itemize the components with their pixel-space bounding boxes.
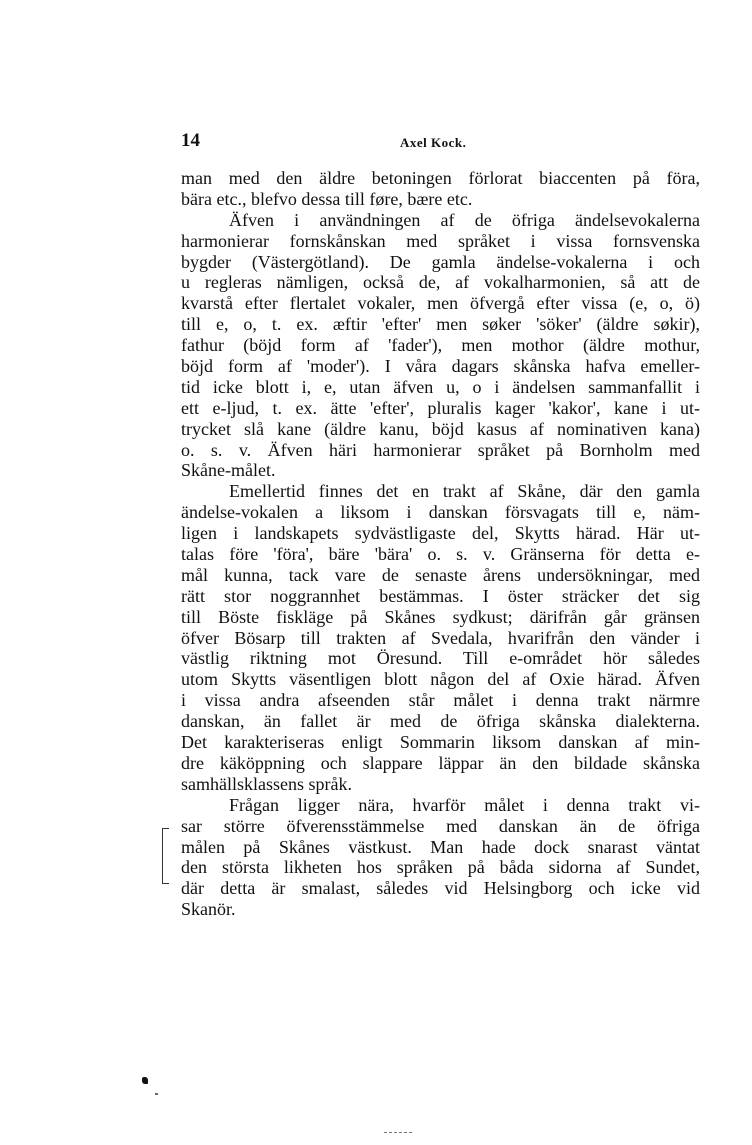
text-line: trycket slå kane (äldre kanu, böjd kasus af nominativen kana) (181, 418, 700, 439)
text-line: bära etc., blefvo dessa till føre, bære etc. (181, 188, 473, 209)
text-line: Äfven i användningen af de öfriga ändelsevokalerna (229, 209, 700, 230)
footer-rule (384, 1132, 412, 1133)
ink-speck (142, 1077, 148, 1084)
text-line: där detta är smalast, således vid Helsingborg och icke vid (181, 878, 700, 899)
text-line: Skåne-målet. (181, 460, 276, 481)
running-head: Axel Kock. (400, 135, 467, 150)
text-line: Skanör. (181, 899, 236, 920)
text-line: talas före 'föra', bäre 'bära' o. s. v. Gränserna för detta e- (181, 544, 700, 565)
text-line: böjd form af 'moder'). I våra dagars skånska hafva emeller- (181, 356, 700, 377)
text-line: sar större öfverensstämmelse med danskan än de öfriga (181, 815, 700, 836)
text-line: målen på Skånes västkust. Man hade dock snarast väntat (181, 836, 700, 857)
text-line: dre käköppning och slappare läppar än den bildade skånska (181, 752, 700, 773)
text-line: Det karakteriseras enligt Sommarin liksom danskan af min- (181, 732, 700, 753)
text-line: Frågan ligger nära, hvarför målet i denna trakt vi- (229, 794, 700, 815)
text-line: kvarstå efter flertalet vokaler, men öfvergå efter vissa (e, o, ö) (181, 293, 700, 314)
text-line: tid icke blott i, e, utan äfven u, o i ändelsen sammanfallit i (181, 376, 700, 397)
text-line: rätt stor noggrannhet bestämmas. I öster sträcker det sig (181, 585, 700, 606)
text-line: u regleras nämligen, också de, af vokalharmonien, så att de (181, 272, 700, 293)
text-line: ett e-ljud, t. ex. ätte 'efter', pluralis kager 'kakor', kane i ut- (181, 397, 700, 418)
margin-bracket-mark (162, 828, 169, 884)
text-line: Emellertid finnes det en trakt af Skåne, där den gamla (229, 481, 700, 502)
text-line: i vissa andra afseenden står målet i denna trakt närmre (181, 690, 700, 711)
ink-speck (155, 1093, 158, 1095)
text-line: danskan, än fallet är med de öfriga skånska dialekterna. (181, 711, 700, 732)
text-line: utom Skytts väsentligen blott någon del af Oxie härad. Äfven (181, 669, 700, 690)
text-line: till e, o, t. ex. æftir 'efter' men søker 'söker' (äldre søkir), (181, 314, 700, 335)
text-line: fathur (böjd form af 'fader'), men mothor (äldre mothur, (181, 335, 700, 356)
text-line: samhällsklassens språk. (181, 773, 352, 794)
text-line: o. s. v. Äfven häri harmonierar språket på Bornholm med (181, 439, 700, 460)
text-line: harmonierar fornskånskan med språket i vissa fornsvenska (181, 230, 700, 251)
text-line: man med den äldre betoningen förlorat biaccenten på föra, (181, 168, 700, 188)
text-line: mål kunna, tack vare de senaste årens undersökningar, med (181, 564, 700, 585)
text-line: västlig riktning mot Öresund. Till e-området hör således (181, 648, 700, 669)
text-line: bygder (Västergötland). De gamla ändelse-vokalerna i och (181, 251, 700, 272)
text-line: ligen i landskapets sydvästligaste del, Skytts härad. Här ut- (181, 523, 700, 544)
text-line: den största likheten hos språken på båda sidorna af Sundet, (181, 857, 700, 878)
page-number: 14 (181, 130, 200, 151)
text-line: till Böste fiskläge på Skånes sydkust; därifrån går gränsen (181, 606, 700, 627)
text-line: öfver Bösarp till trakten af Svedala, hvarifrån den vänder i (181, 627, 700, 648)
text-line: ändelse-vokalen a liksom i danskan försvagats till e, näm- (181, 502, 700, 523)
body-text (181, 168, 700, 920)
